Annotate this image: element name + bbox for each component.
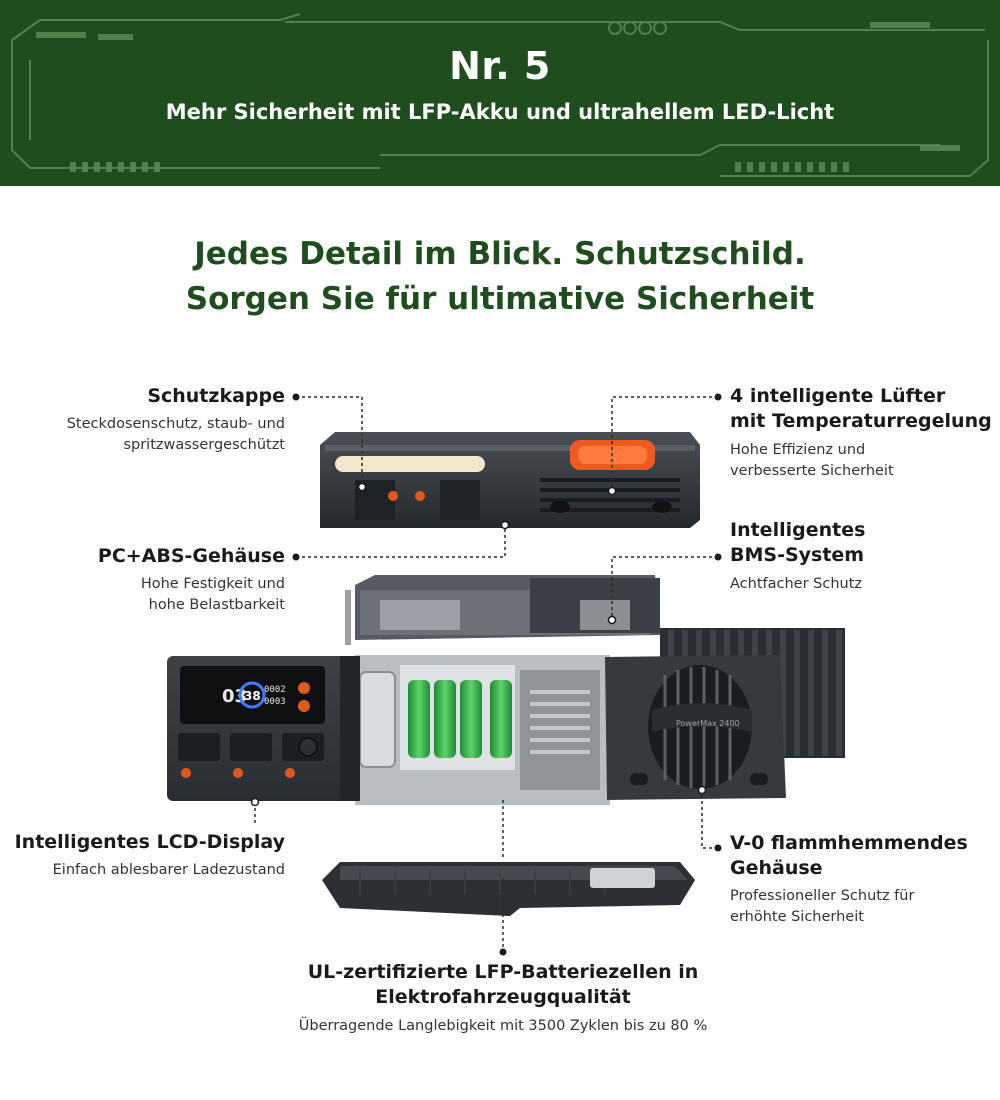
callout-bms-title	[730, 518, 995, 568]
callout-v0-title-1: V-0 flammhemmendes	[730, 832, 968, 854]
banner-title: Nr. 5	[449, 44, 551, 88]
callout-bms-desc: Achtfacher Schutz	[730, 576, 863, 592]
callout-luefter-desc-1: Hohe Effizienz und	[730, 442, 866, 458]
callout-bms-title-1: Intelligentes	[730, 519, 866, 541]
callout-v0-title	[730, 831, 995, 881]
callout-gehaeuse-desc-1: Hohe Festigkeit und	[140, 576, 285, 592]
callout-v0-desc-2: erhöhte Sicherheit	[730, 909, 864, 925]
callout-v0-desc-1: Professioneller Schutz für	[730, 888, 915, 904]
callout-gehaeuse-desc	[20, 574, 285, 616]
callout-v0-title-2: Gehäuse	[730, 857, 823, 879]
callout-luefter-title-1: 4 intelligente Lüfter	[730, 385, 946, 407]
callout-lcd-title: Intelligentes LCD-Display	[14, 831, 285, 853]
callout-lfp-desc: Überragende Langlebigkeit mit 3500 Zyklen bis zu 80 %	[298, 1018, 708, 1034]
callout-lfp-title	[150, 960, 856, 1010]
callout-schutzkappe-desc-1: Steckdosenschutz, staub- und	[66, 416, 285, 432]
callout-luefter-desc-2: verbesserte Sicherheit	[730, 463, 894, 479]
headline-line-2: Sorgen Sie für ultimative Sicherheit	[185, 281, 815, 317]
callout-lfp-title-1: UL-zertifizierte LFP-Batteriezellen in	[307, 961, 699, 983]
callout-schutzkappe-title: Schutzkappe	[147, 385, 285, 407]
lcd-value-left: 03	[222, 686, 248, 707]
callout-v0-desc	[730, 886, 995, 928]
lcd-value-mid: 38	[244, 689, 261, 703]
callout-luefter-desc	[730, 440, 995, 482]
callout-gehaeuse-desc-2: hohe Belastbarkeit	[148, 597, 285, 613]
callout-schutzkappe-desc	[20, 414, 285, 456]
callout-gehaeuse-title: PC+ABS-Gehäuse	[97, 545, 285, 567]
fan-label: PowerMax 2400	[676, 719, 740, 728]
callout-bms-title-2: BMS-System	[730, 544, 865, 566]
lcd-value-right-1: 0002	[264, 685, 286, 695]
headline-line-1: Jedes Detail im Blick. Schutzschild.	[194, 236, 806, 272]
callout-luefter-title	[730, 384, 995, 434]
banner-subtitle: Mehr Sicherheit mit LFP-Akku und ultrahellem LED-Licht	[165, 100, 835, 124]
callout-lcd-desc: Einfach ablesbarer Ladezustand	[52, 862, 285, 878]
callout-luefter-title-2: mit Temperaturregelung	[730, 410, 992, 432]
lcd-value-right-2: 0003	[264, 697, 286, 707]
callout-schutzkappe-desc-2: spritzwassergeschützt	[123, 437, 285, 453]
callout-lfp-title-2: Elektrofahrzeugqualität	[375, 986, 631, 1008]
